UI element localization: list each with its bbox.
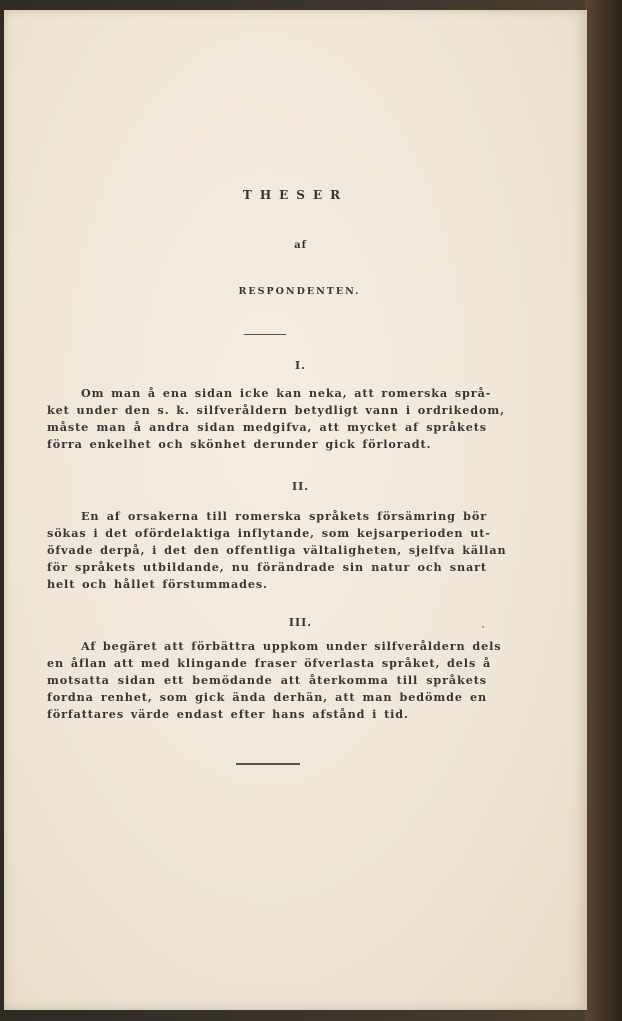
page-heading: THESER	[242, 188, 349, 202]
text-line: en åflan att med klingande fraser öfverlasta språket, dels å	[47, 656, 492, 670]
section-text-2	[47, 508, 507, 593]
text-line: öfvade derpå, i det den offentliga vältaligheten, sjelfva källan	[47, 543, 507, 557]
text-line: ket under den s. k. silfveråldern betydligt vann i ordrikedom,	[47, 403, 505, 417]
author-line: RESPONDENTEN.	[238, 286, 361, 297]
book-cover-edge	[585, 0, 622, 1021]
paper-speck	[482, 626, 484, 628]
text-line: sökas i det ofördelaktiga inflytande, som kejsarperioden ut-	[47, 526, 491, 540]
section-numeral-2: II.	[291, 480, 310, 493]
page-sheet	[4, 10, 587, 1010]
top-divider	[244, 334, 286, 335]
section-text-3	[47, 638, 502, 723]
section-numeral-3: III.	[288, 616, 313, 629]
section-numeral-1: I.	[295, 359, 306, 372]
text-line: En af orsakerna till romerska språkets försämring bör	[81, 509, 487, 523]
bottom-divider	[236, 763, 300, 765]
text-line: Om man å ena sidan icke kan neka, att romerska språ-	[81, 386, 492, 400]
text-line: för språkets utbildande, nu förändrade sin natur och snart	[47, 560, 487, 574]
text-line: fordna renhet, som gick ända derhän, att man bedömde en	[47, 690, 487, 704]
text-line: förra enkelhet och skönhet derunder gick förloradt.	[47, 437, 432, 451]
page-subheading: af	[294, 240, 307, 251]
text-line: författares värde endast efter hans afstånd i tid.	[47, 707, 409, 721]
text-line: måste man å andra sidan medgifva, att mycket af språkets	[47, 420, 487, 434]
text-line: helt och hållet förstummades.	[47, 577, 268, 591]
text-line: motsatta sidan ett bemödande att återkomma till språkets	[47, 673, 487, 687]
text-line: Af begäret att förbättra uppkom under silfveråldern dels	[81, 639, 502, 653]
section-text-1	[47, 385, 505, 453]
